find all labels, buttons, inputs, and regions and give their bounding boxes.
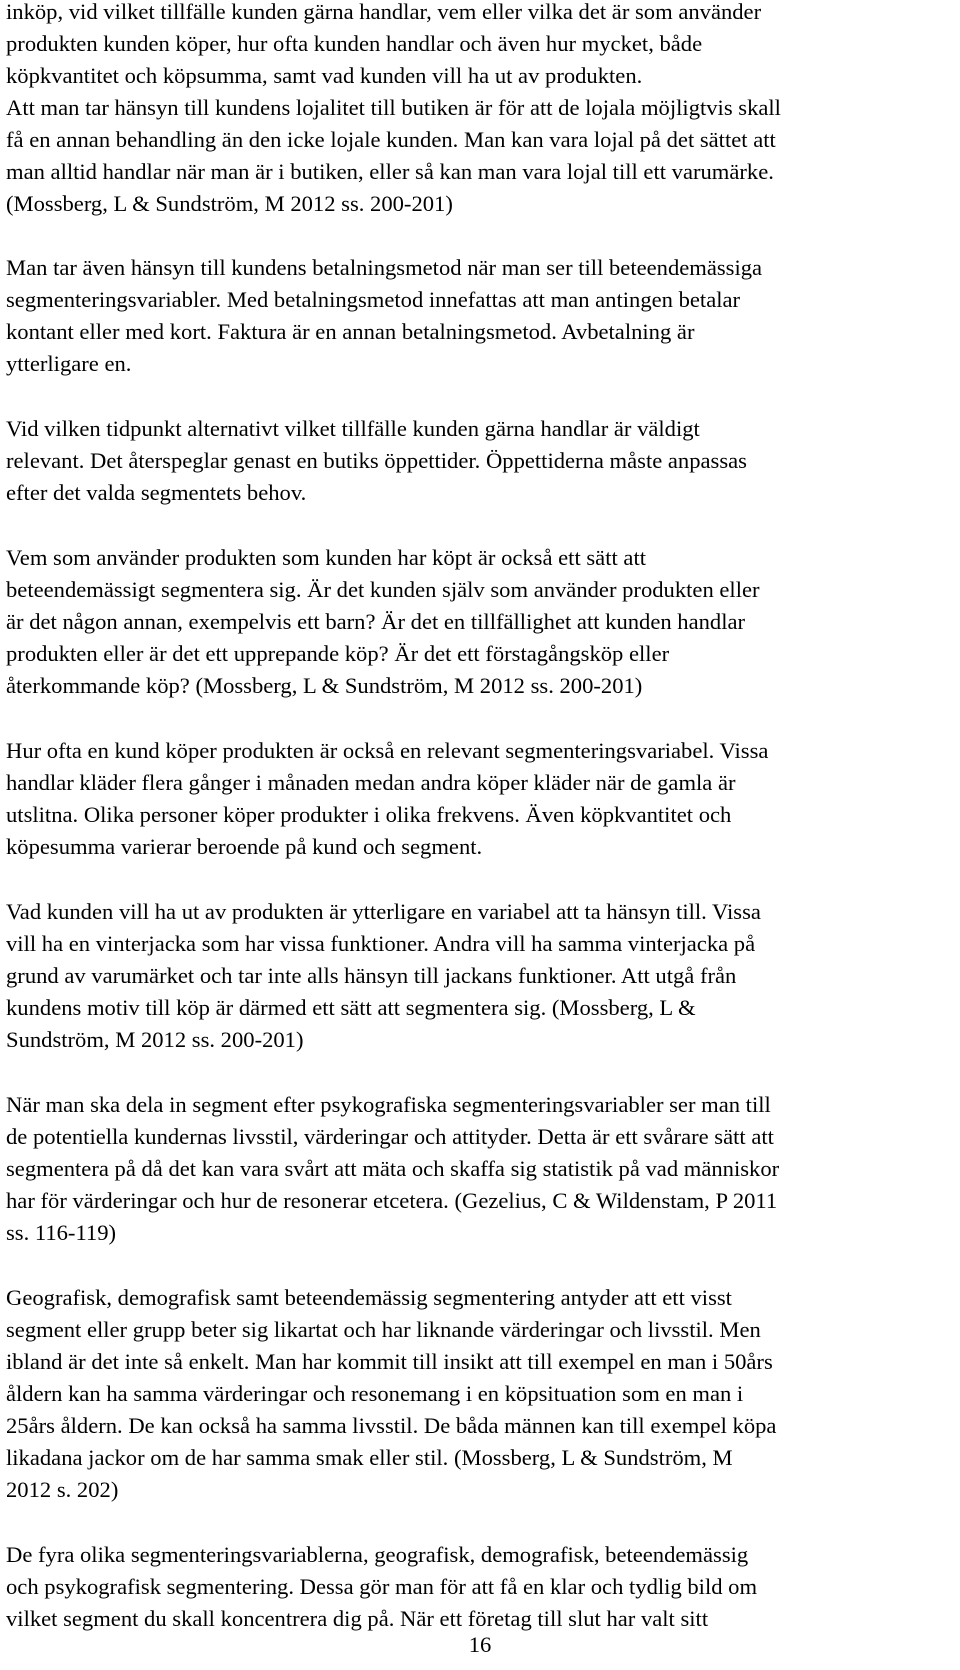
text-line: relevant. Det återspeglar genast en butiks öppettider. Öppettiderna måste anpassas bbox=[6, 448, 747, 473]
text-line: man alltid handlar när man är i butiken, eller så kan man vara lojal till ett varumärke. bbox=[6, 159, 774, 184]
text-line: ss. 116-119) bbox=[6, 1220, 117, 1245]
text-line: inköp, vid vilket tillfälle kunden gärna handlar, vem eller vilka det är som använder bbox=[6, 0, 762, 24]
text-line: grund av varumärket och tar inte alls hänsyn till jackans funktioner. Att utgå från bbox=[6, 963, 737, 988]
text-line: de potentiella kundernas livsstil, värderingar och attityder. Detta är ett svårare sätt att bbox=[6, 1124, 774, 1149]
text-line: Vad kunden vill ha ut av produkten är ytterligare en variabel att ta hänsyn till. Vissa bbox=[6, 899, 761, 924]
text-line: vilket segment du skall koncentrera dig på. När ett företag till slut har valt sitt bbox=[6, 1606, 709, 1631]
paragraph bbox=[6, 542, 956, 702]
text-line: Hur ofta en kund köper produkten är också en relevant segmenteringsvariabel. Vissa bbox=[6, 738, 769, 763]
text-line: har för värderingar och hur de resonerar etcetera. (Gezelius, C & Wildenstam, P 2011 bbox=[6, 1188, 778, 1213]
text-line: handlar kläder flera gånger i månaden medan andra köper kläder när de gamla är bbox=[6, 770, 736, 795]
paragraph bbox=[6, 413, 956, 509]
text-line: Vem som använder produkten som kunden har köpt är också ett sätt att bbox=[6, 545, 646, 570]
text-line: Vid vilken tidpunkt alternativt vilket tillfälle kunden gärna handlar är väldigt bbox=[6, 416, 700, 441]
text-line: kundens motiv till köp är därmed ett sätt att segmentera sig. (Mossberg, L & bbox=[6, 995, 696, 1020]
text-line: vill ha en vinterjacka som har vissa funktioner. Andra vill ha samma vinterjacka på bbox=[6, 931, 756, 956]
text-line: likadana jackor om de har samma smak eller stil. (Mossberg, L & Sundström, M bbox=[6, 1445, 733, 1470]
text-line: kontant eller med kort. Faktura är en annan betalningsmetod. Avbetalning är bbox=[6, 319, 695, 344]
paragraph bbox=[6, 735, 956, 863]
text-line: (Mossberg, L & Sundström, M 2012 ss. 200-201) bbox=[6, 191, 453, 216]
paragraph bbox=[6, 0, 956, 220]
text-line: segment eller grupp beter sig likartat och har liknande värderingar och livsstil. Men bbox=[6, 1317, 761, 1342]
text-line: beteendemässigt segmentera sig. Är det kunden själv som använder produkten eller bbox=[6, 577, 760, 602]
text-line: ibland är det inte så enkelt. Man har kommit till insikt att till exempel en man i 50års bbox=[6, 1349, 773, 1374]
text-line: När man ska dela in segment efter psykografiska segmenteringsvariabler ser man till bbox=[6, 1092, 771, 1117]
text-line: Geografisk, demografisk samt beteendemässig segmentering antyder att ett visst bbox=[6, 1285, 732, 1310]
text-line: ytterligare en. bbox=[6, 351, 132, 376]
text-line: köpkvantitet och köpsumma, samt vad kunden vill ha ut av produkten. bbox=[6, 63, 643, 88]
text-line: De fyra olika segmenteringsvariablerna, geografisk, demografisk, beteendemässig bbox=[6, 1542, 749, 1567]
text-line: utslitna. Olika personer köper produkter i olika frekvens. Även köpkvantitet och bbox=[6, 802, 732, 827]
paragraph bbox=[6, 252, 956, 380]
text-line: 2012 s. 202) bbox=[6, 1477, 119, 1502]
paragraph bbox=[6, 1539, 956, 1635]
text-line: segmenteringsvariabler. Med betalningsmetod innefattas att man antingen betalar bbox=[6, 287, 741, 312]
text-line: Man tar även hänsyn till kundens betalningsmetod när man ser till beteendemässiga bbox=[6, 255, 763, 280]
text-line: är det någon annan, exempelvis ett barn? Är det en tillfällighet att kunden handlar bbox=[6, 609, 746, 634]
text-line: köpesumma varierar beroende på kund och segment. bbox=[6, 834, 483, 859]
text-line: produkten eller är det ett upprepande köp? Är det ett förstagångsköp eller bbox=[6, 641, 670, 666]
paragraph bbox=[6, 1282, 956, 1506]
page-number: 16 bbox=[468, 1632, 492, 1657]
text-line: åldern kan ha samma värderingar och resonemang i en köpsituation som en man i bbox=[6, 1381, 744, 1406]
text-line: segmentera på då det kan vara svårt att mäta och skaffa sig statistik på vad människor bbox=[6, 1156, 780, 1181]
text-line: Sundström, M 2012 ss. 200-201) bbox=[6, 1027, 304, 1052]
text-line: efter det valda segmentets behov. bbox=[6, 480, 307, 505]
text-line: produkten kunden köper, hur ofta kunden handlar och även hur mycket, både bbox=[6, 31, 703, 56]
text-line: återkommande köp? (Mossberg, L & Sundström, M 2012 ss. 200-201) bbox=[6, 673, 643, 698]
paragraph bbox=[6, 1089, 956, 1249]
text-line: få en annan behandling än den icke lojale kunden. Man kan vara lojal på det sättet att bbox=[6, 127, 776, 152]
text-line: och psykografisk segmentering. Dessa gör man för att få en klar och tydlig bild om bbox=[6, 1574, 758, 1599]
text-line: 25års åldern. De kan också ha samma livsstil. De båda männen kan till exempel köpa bbox=[6, 1413, 777, 1438]
paragraph bbox=[6, 896, 956, 1056]
body-text bbox=[6, 0, 956, 1668]
text-line: Att man tar hänsyn till kundens lojalitet till butiken är för att de lojala möjligtvis skall bbox=[6, 95, 781, 120]
